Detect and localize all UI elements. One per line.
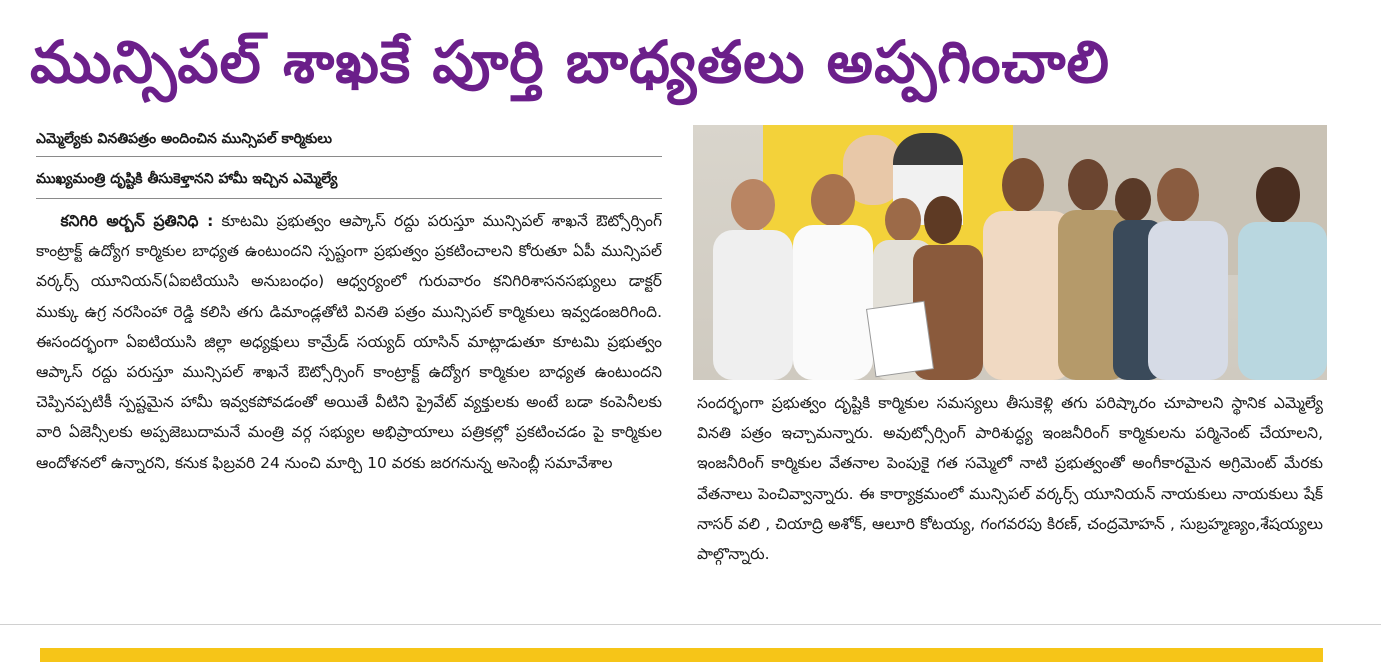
body-left-text: కూటమి ప్రభుత్వం ఆప్కాస్ రద్దు పరుస్తూ మున్సిపల్ శాఖనే ఔట్సోర్సింగ్ కాంట్రాక్ట్ ఉద్యోగ కార్మికుల బాధ్యత ఉంటుందని స్పష్టంగా ప్రభుత్వం ప్రకటించాలని కోరుతూ ఏపీ మున్సిపల్ వర్కర్స్ యూనియన్(ఏఐటియుసి అనుబంధం) ఆధ్వర్యంలో గురువారం కనిగిరిశాసనసభ్యులు డాక్టర్ ముక్కు ఉగ్ర నరసింహా రెడ్డి కలిసి తగు డిమాండ్లతోటి వినతి పత్రం మున్సిపల్ కార్మికులు ఇవ్వడంజరిగింది. ఈసందర్భంగా ఏఐటియుసి జిల్లా అధ్యక్షులు కామ్రేడ్ సయ్యద్ యాసిన్ మాట్లాడుతూ కూటమి ప్రభుత్వం ఆప్కాస్ రద్దు పరుస్తూ మున్సిపల్ శాఖనే ఔట్సోర్సింగ్ కాంట్రాక్ట్ ఉద్యోగ కార్మికుల బాధ్యత ఉంటుందని చెప్పినప్పటికీ స్పష్టమైన హామీ ఇవ్వకపోవడంతో అయితే వీటిని ప్రైవేట్ వ్యక్తులకు అంటే బడా కంపెనీలకు వారి ఏజెన్సీలకు అప్పజెబుదామనే మంత్రి వర్గ సభ్యుల అభిప్రాయాలు పత్రికల్లో ప్రకటించడం పై కార్మికుల ఆందోళనలో ఉన్నారని, కనుక ఫిబ్రవరి 24 నుంచి మార్చి 10 వరకు జరగనున్న అసెంబ్లీ సమావేశాల xyxy=(36,212,662,472)
photo-illustration xyxy=(693,125,1327,380)
subheading-2: ముఖ్యమంత్రి దృష్టికి తీసుకెళ్తానని హామీ ఇచ్చిన ఎమ్మెల్యే xyxy=(36,171,338,187)
article-body-right xyxy=(697,388,1323,612)
body-right-text: సందర్భంగా ప్రభుత్వం దృష్టికి కార్మికుల సమస్యలు తీసుకెళ్లి తగు పరిష్కారం చూపాలని స్థానిక ఎమ్మెల్యే వినతి పత్రం ఇచ్చామన్నారు. అవుట్సోర్సింగ్ పారిశుద్ధ్య ఇంజనీరింగ్ కార్మికులను పర్మినెంట్ చేయాలని, ఇంజనీరింగ్ కార్మికుల వేతనాల పెంపుకై గత సమ్మెలో నాటి ప్రభుత్వంతో అంగీకారమైన అగ్రిమెంట్ మేరకు వేతనాలు పెంచివ్వాన్నారు. ఈ కార్యాక్రమంలో మున్సిపల్ వర్కర్స్ యూనియన్ నాయకులు నాయకులు షేక్ నాసర్ వలి , చియాద్రి అశోక్, ఆలూరి కోటయ్య, గంగవరపు కిరణ్, చంద్రమోహన్ , సుబ్రహ్మణ్యం,శేషయ్యలు పాల్గొన్నారు. xyxy=(697,394,1323,564)
divider xyxy=(36,198,662,199)
divider xyxy=(36,156,662,157)
article-body-left xyxy=(36,206,662,612)
article-text-left xyxy=(36,206,662,478)
headline: మున్సిపల్ శాఖకే పూర్తి బాధ్యతలు అప్పగించాలి xyxy=(30,28,1111,96)
byline: కనిగిరి అర్బన్ ప్రతినిధి : xyxy=(60,212,214,230)
next-article-band xyxy=(40,648,1323,662)
subheading-1: ఎమ్మెల్యేకు వినతిపత్రం అందించిన మున్సిపల్ కార్మికులు xyxy=(36,131,332,147)
page-divider xyxy=(0,624,1381,625)
news-photo xyxy=(693,125,1327,380)
